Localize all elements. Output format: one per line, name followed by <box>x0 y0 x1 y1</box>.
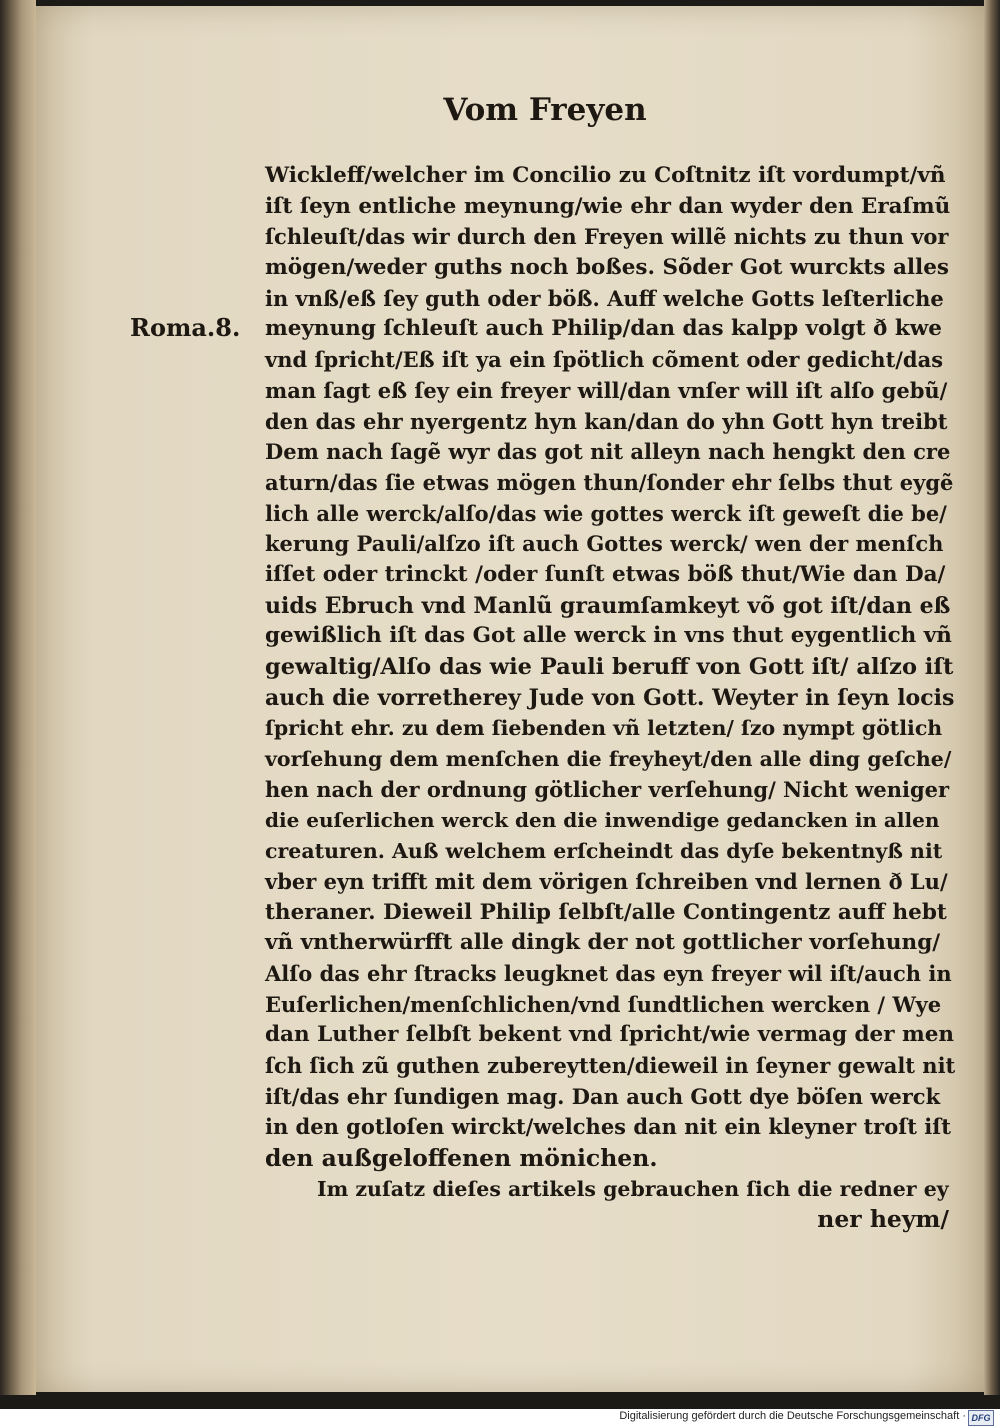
main-text-block <box>265 161 955 1235</box>
text-line: den das ehr nyergentz hyn kan/dan do yhn Gott hyn treibt <box>265 408 948 434</box>
text-line: ſpricht ehr. zu dem ſiebenden vñ letzten/ ſzo nympt götlich <box>265 716 943 741</box>
text-line: ſch ſich zũ guthen zubereytten/dieweil in ſeyner gewalt nit <box>265 1052 956 1078</box>
text-line: vber eyn trifft mit dem vörigen ſchreiben vnd lernen ð Lu/ <box>265 868 948 894</box>
text-line: Dem nach ſagẽ wyr das got nit alleyn nach hengkt den cre <box>265 439 951 465</box>
text-line: dan Luther ſelbſt bekent vnd ſpricht/wie vermag der men <box>265 1022 955 1048</box>
text-line: die euſerlichen werck den die inwendige gedancken in allen <box>265 808 940 833</box>
text-line: den außgeloffenen mönichen. <box>265 1144 658 1172</box>
text-line: hen nach der ordnung götlicher verſehung/ Nicht weniger <box>265 776 950 802</box>
text-line: vorſehung dem menſchen die freyheyt/den alle ding geſche/ <box>265 747 952 772</box>
text-line: ſchleuſt/das wir durch den Freyen willẽ nichts zu thun vor <box>265 224 949 250</box>
text-line: creaturen. Auß welchem erſcheindt das dyſe bekentnyß nit <box>265 839 943 864</box>
text-line: aturn/das ſie etwas mögen thun/ſonder ehr ſelbs thut eygẽ <box>265 469 954 495</box>
funding-credit: Digitalisierung gefördert durch die Deutsche Forschungsgemeinschaft · <box>619 1410 966 1422</box>
text-line: Im zuſatz dieſes artikels gebrauchen ſich die redner ey <box>317 1176 949 1201</box>
text-line: Alſo das ehr ſtracks leugknet das eyn freyer wil iſt/auch in <box>265 960 952 986</box>
book-binding-edge <box>0 0 36 1395</box>
text-line: iſt/das ehr ſundigen mag. Dan auch Gott dye böſen werck <box>265 1083 941 1109</box>
text-line: kerung Pauli/alſzo iſt auch Gottes werck/ wen der menſch <box>265 531 944 557</box>
text-line: Euſerlichen/menſchlichen/vnd ſundtlichen wercken / Wye <box>265 991 942 1017</box>
text-line: Wickleff/welcher im Concilio zu Coſtnitz iſt vordumpt/vñ <box>265 163 946 188</box>
text-line: vnd ſpricht/Eß iſt ya ein ſpötlich cõment oder gedicht/das <box>265 347 944 373</box>
text-line: theraner. Dieweil Philip ſelbſt/alle Contingentz auff hebt <box>265 899 947 925</box>
dfg-logo-icon: DFG <box>968 1410 994 1426</box>
text-line: gewaltig/Alſo das wie Pauli beruff von Gott iſt/ alſzo iſt <box>265 654 954 680</box>
text-line: man ſagt eß ſey ein freyer will/dan vnſer will iſt alſo gebũ/ <box>265 377 948 403</box>
margin-note: Roma.8. <box>130 313 241 342</box>
text-line: vñ vntherwürfft alle dingk der not gottlicher vorſehung/ <box>265 930 941 956</box>
text-line: uids Ebruch vnd Manlũ graumſamkeyt võ got iſt/dan eß <box>265 592 951 619</box>
text-line: in den gotloſen wirckt/welches dan nit ein kleyner troſt iſt <box>265 1114 951 1140</box>
page-right-edge <box>984 0 1000 1395</box>
text-line: iſt ſeyn entliche meynung/wie ehr dan wyder den Eraſmũ <box>265 193 951 219</box>
text-line: gewißlich iſt das Got alle werck in vns thut eygentlich vñ <box>265 623 952 649</box>
running-head: Vom Freyen <box>443 92 647 128</box>
text-line: ner heym/ <box>817 1205 949 1234</box>
text-line: mögen/weder guths noch boßes. Sõder Got wurckts alles <box>265 255 949 281</box>
text-line: in vnß/eß ſey guth oder böß. Auff welche Gotts leſterliche <box>265 285 944 311</box>
text-line: meynung ſchleuſt auch Philip/dan das kalpp volgt ð kwe <box>265 316 942 342</box>
text-line: auch die vorretherey Jude von Gott. Weyter in ſeyn locis <box>265 684 955 711</box>
text-line: iſſet oder trinckt /oder ſunſt etwas böß thut/Wie dan Da/ <box>265 561 946 587</box>
text-line: lich alle werck/alſo/das wie gottes werck iſt geweſt die be/ <box>265 500 947 526</box>
